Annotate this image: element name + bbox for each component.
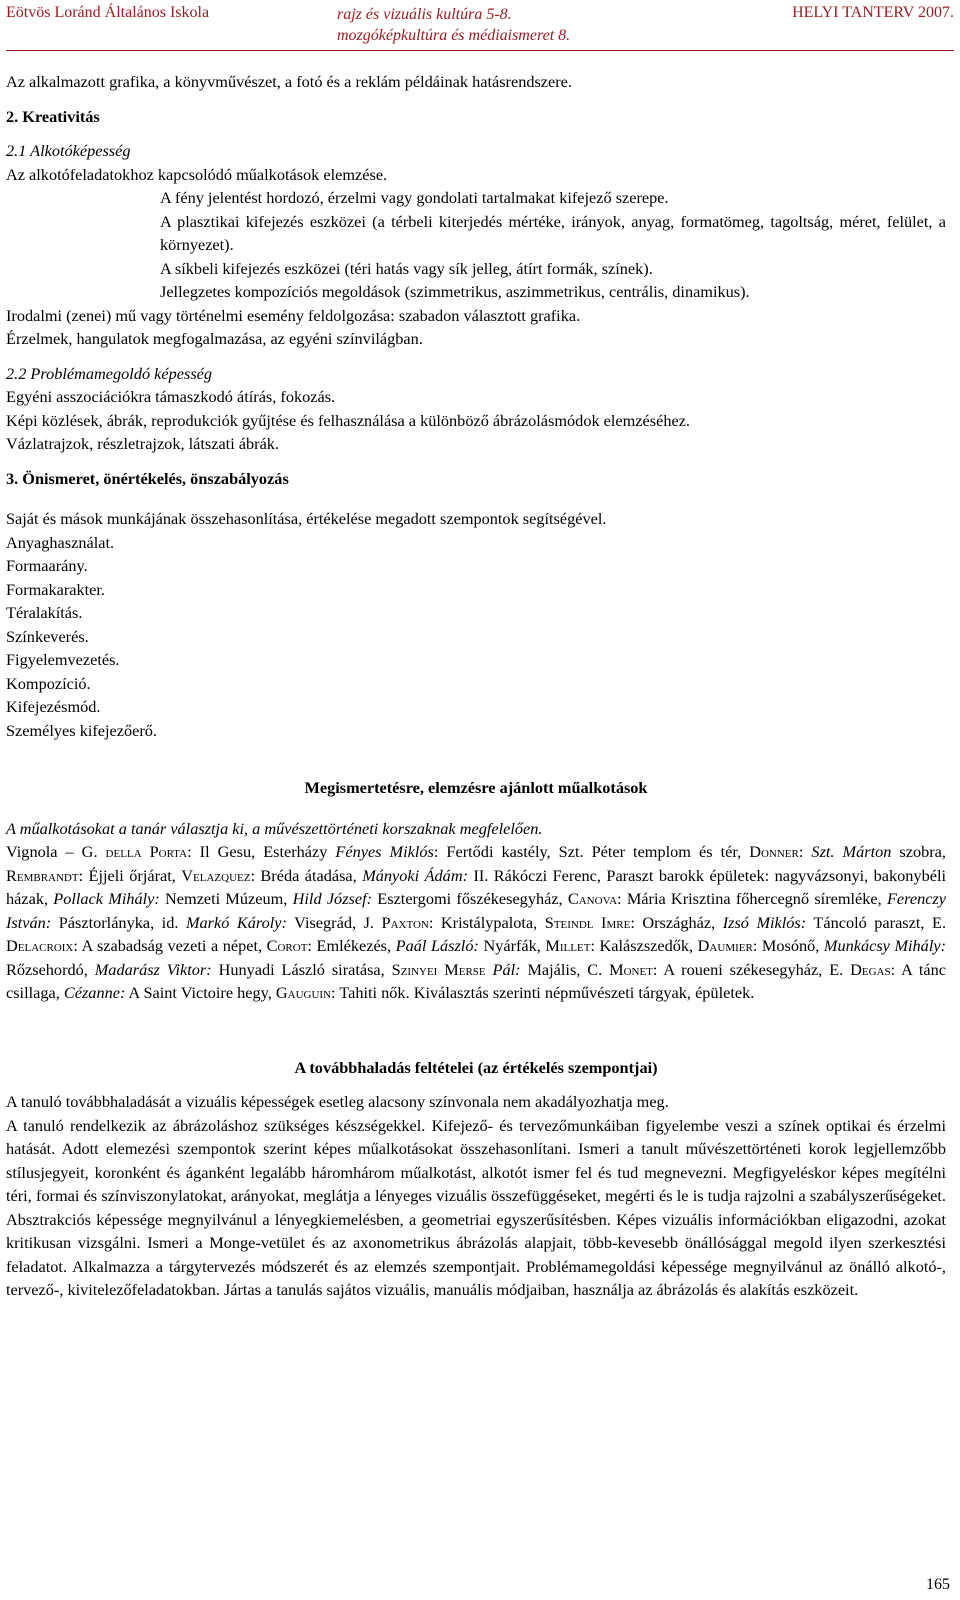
header-school: Eötvös Loránd Általános Iskola xyxy=(6,4,210,21)
artwork-text-segment: : xyxy=(798,842,812,861)
list-item: Kifejezésmód. xyxy=(6,697,101,716)
artwork-text-segment: Madarász Viktor: xyxy=(94,959,212,979)
artwork-text-segment: Steindl Imre xyxy=(544,912,631,932)
artwork-text-segment: Mányoki Ádám: xyxy=(362,865,468,885)
header-subject-line1: rajz és vizuális kultúra 5-8. xyxy=(337,6,512,23)
artworks-paragraph xyxy=(6,840,946,1005)
text-line: Képi közlések, ábrák, reprodukciók gyűjtése és felhasználása a különböző ábrázolásmódok elemzéséhez. xyxy=(6,410,690,430)
artwork-text-segment: Vignola – G. xyxy=(6,842,98,861)
artwork-text-segment: Majális, C. xyxy=(520,959,610,979)
section-heading: 2. Kreativitás xyxy=(6,106,100,126)
artwork-text-segment: : Fertődi kastély, Szt. Péter templom és tér, xyxy=(433,842,750,861)
subsection-heading: 2.1 Alkotóképesség xyxy=(6,141,131,160)
artwork-text-segment: Izsó Miklós: xyxy=(722,912,807,932)
artwork-text-segment: A Saint Victoire hegy, xyxy=(125,983,276,1002)
main-content xyxy=(6,70,946,1302)
text-line: Egyéni asszociációkra támaszkodó átírás, fokozás. xyxy=(6,387,336,406)
artwork-text-segment: II. Rákóczi Ferenc, Paraszt barokk épületek: nagyvázsonyi, bakonybéli házak, xyxy=(6,865,947,908)
artwork-text-segment: Paxton xyxy=(381,912,429,932)
artwork-text-segment: Nemzeti Múzeum, xyxy=(159,889,293,908)
artwork-text-segment: Rőzsehordó, xyxy=(6,959,95,979)
artwork-text-segment: Munkácsy Mihály: xyxy=(823,936,946,955)
list-item: Figyelemvezetés. xyxy=(6,650,120,669)
artwork-text-segment: Szt. Márton xyxy=(811,842,892,861)
artwork-text-segment: Gauguin xyxy=(275,983,332,1002)
list-item: Színkeverés. xyxy=(6,626,89,646)
artwork-text-segment: : Emlékezés, xyxy=(307,936,396,955)
page-number: 165 xyxy=(926,1576,950,1593)
section-heading: A továbbhaladás feltételei (az értékelés szempontjai) xyxy=(294,1057,658,1077)
artwork-text-segment: Táncoló paraszt, E. xyxy=(806,912,947,932)
artwork-text-segment: Paál László: xyxy=(395,936,479,955)
artwork-text-segment: Hild József: xyxy=(292,889,373,908)
text-paragraph: A tanuló rendelkezik az ábrázoláshoz szükséges készségekkel. Kifejező- és tervezőmunkáiban figyelembe veszi a színek optikai és érzelmi hatását. Adott elemezési szempontok szerint képes műalkotásokat összehasonlítani. Ismeri a tanult művészettörténeti korok legjellemzőbb stílusjegyeit, koronként és áganként legalább háromhárom műalkotást, alkotót ismer fel és tud megnevezni. Megfigyeléskor képes megítélni téri, formai és színviszonylatokat, arányokat, meglátja a lényeges vizuális összefüggéseket, megérti és le is tudja rajzolni a szabályszerűségeket. Absztrakciós képessége megnyilvánul a lényegkiemelésben, a geometriai egyszerűsítésben. Képes vizuális információkban eligazodni, azokat kritikusan vizsgálni. Ismeri a Monge-vetület és az axonometrikus ábrázolás alapjait, több-kevesebb önállósággal megold ilyen szerkesztési feladatot. Alkalmazza a tárgytervezés módszerét és az elemzés szempontjait. Problémamegoldási képessége megnyilvánul az önálló alkotó-, tervező-, kivitelezőfeladatokban. Jártas a tanulás sajátos vizuális, manuális módjaiban, használja az ábrázolás és alakítás eszközeit. xyxy=(6,1115,946,1299)
artwork-text-segment: Canova xyxy=(567,889,618,908)
list-item: Anyaghasználat. xyxy=(6,532,115,552)
text-line: Az alkalmazott grafika, a könyvművészet, a fotó és a reklám példáinak hatásrendszere. xyxy=(6,72,572,91)
artwork-text-segment: Pál: xyxy=(492,959,521,979)
list-item: Kompozíció. xyxy=(6,673,91,693)
artwork-text-segment: szobra, xyxy=(891,842,946,861)
artwork-text-segment: Markó Károly: xyxy=(185,912,287,932)
subsection-heading: 2.2 Problémamegoldó képesség xyxy=(6,363,213,383)
text-paragraph: A plasztikai kifejezés eszközei (a térbeli kiterjedés mértéke, irányok, anyag, formatömeg, tagoltság, méret, felület, a környezet). xyxy=(160,211,946,254)
artwork-text-segment: Rembrandt xyxy=(6,865,79,885)
artwork-text-segment xyxy=(486,960,493,979)
text-line: Saját és mások munkájának összehasonlítása, értékelése megadott szempontok segítségével. xyxy=(6,509,607,528)
text-line: Irodalmi (zenei) mű vagy történelmi esemény feldolgozása: szabadon választott grafika. xyxy=(6,305,581,325)
artwork-text-segment: Monet xyxy=(609,959,653,979)
text-line: A fény jelentést hordozó, érzelmi vagy gondolati tartalmakat kifejező szerepe. xyxy=(160,188,669,207)
artwork-text-segment: : Mária Krisztina főhercegnő síremléke, xyxy=(617,889,887,908)
artwork-text-segment: Cézanne: xyxy=(63,983,126,1002)
artwork-text-segment: Millet xyxy=(545,936,591,955)
artwork-text-segment: Fényes Miklós xyxy=(335,842,434,861)
artwork-text-segment: : Mosónő, xyxy=(752,936,824,955)
header-rule xyxy=(6,50,954,51)
list-item: Formakarakter. xyxy=(6,579,106,599)
artwork-text-segment: Pollack Mihály: xyxy=(53,889,160,908)
artwork-text-segment: Nyárfák, xyxy=(478,936,546,955)
artwork-text-segment: : A roueni székesegyház, E. xyxy=(652,959,851,979)
header-curriculum: HELYI TANTERV 2007. xyxy=(792,4,954,21)
artwork-text-segment: Visegrád, J. xyxy=(286,912,382,932)
section-heading: Megismertetésre, elemzésre ajánlott műalkotások xyxy=(304,778,648,797)
artwork-text-segment: della Porta xyxy=(97,842,188,861)
list-item: Téralakítás. xyxy=(6,603,83,622)
header-subject xyxy=(337,4,637,46)
page-header xyxy=(6,3,954,45)
artwork-text-segment: : Kristálypalota, xyxy=(428,912,545,932)
artwork-text-segment: : Tahiti nők. Kiválasztás szerinti népművészeti tárgyak, épületek. xyxy=(331,983,755,1002)
list-item: Formaarány. xyxy=(6,556,88,575)
header-subject-line2: mozgóképkultúra és médiaismeret 8. xyxy=(337,27,571,44)
artwork-text-segment: Ferenczy István: xyxy=(6,889,946,932)
artwork-text-segment: : Országház, xyxy=(630,912,723,932)
text-line: Vázlatrajzok, részletrajzok, látszati ábrák. xyxy=(6,434,280,453)
artwork-text-segment: Delacroix xyxy=(6,936,74,955)
artwork-text-segment: : Kalászszedők, xyxy=(590,936,698,955)
artwork-text-segment: Donner xyxy=(749,842,799,861)
list-item: Személyes kifejezőerő. xyxy=(6,720,157,740)
artwork-text-segment: Corot xyxy=(266,936,308,955)
text-line: A műalkotásokat a tanár választja ki, a művészettörténeti korszaknak megfelelően. xyxy=(6,818,543,838)
section-heading: 3. Önismeret, önértékelés, önszabályozás xyxy=(6,468,289,488)
text-line: Jellegzetes kompozíciós megoldások (szimmetrikus, aszimmetrikus, centrális, dinamikus). xyxy=(160,282,750,301)
artwork-text-segment: : Bréda átadása, xyxy=(250,865,363,885)
artwork-text-segment: Velazquez xyxy=(181,865,251,885)
artwork-text-segment: Szinyei Merse xyxy=(391,959,486,979)
artwork-text-segment: : Éjjeli őrjárat, xyxy=(78,865,182,885)
text-line: A síkbeli kifejezés eszközei (téri hatás vagy sík jelleg, átírt formák, színek). xyxy=(160,258,653,278)
artwork-text-segment: Esztergomi főszékesegyház, xyxy=(372,889,568,908)
text-line: A tanuló továbbhaladását a vizuális képességek esetleg alacsony színvonala nem akadályozhatja meg. xyxy=(6,1092,669,1111)
artwork-text-segment: Hunyadi László siratása, xyxy=(211,959,392,979)
artwork-text-segment: Degas xyxy=(850,959,891,979)
artwork-text-segment: : A szabadság vezeti a népet, xyxy=(73,936,267,955)
artwork-text-segment: : A tánc csillaga, xyxy=(6,959,947,1002)
artwork-text-segment: Daumier xyxy=(697,936,753,955)
artwork-text-segment: : Il Gesu, Esterházy xyxy=(187,842,336,861)
text-line: Az alkotófeladatokhoz kapcsolódó műalkotások elemzése. xyxy=(6,164,388,184)
artwork-text-segment: Pásztorlányka, id. xyxy=(51,912,186,932)
text-line: Érzelmek, hangulatok megfogalmazása, az egyéni színvilágban. xyxy=(6,329,423,348)
